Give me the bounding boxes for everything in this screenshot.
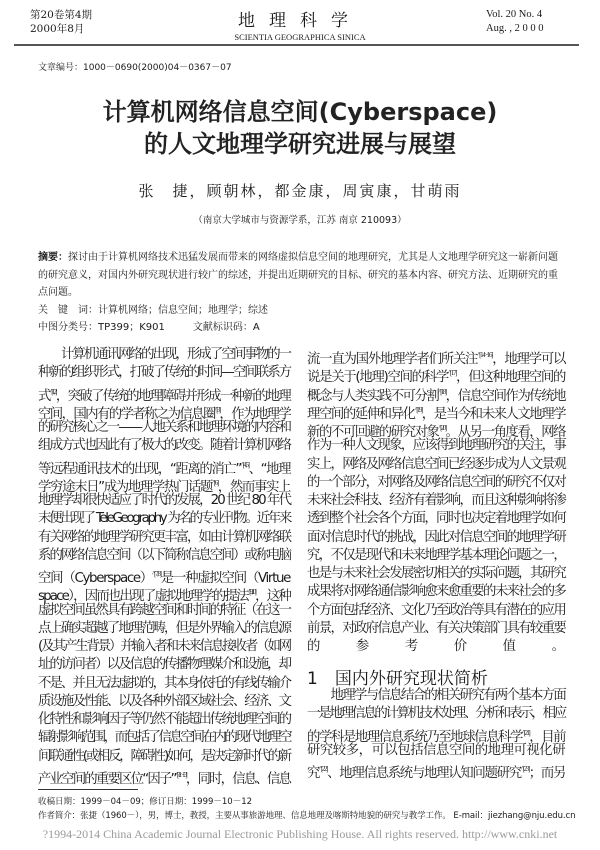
text-line	[307, 547, 565, 565]
doc-code-value: A	[252, 322, 260, 333]
text-segment: 理空间的延伸和异化	[307, 406, 415, 422]
journal-name-cn: 地理科学	[238, 11, 362, 31]
header-rule	[14, 44, 579, 46]
text-segment: 新的不可回避的研究对象	[307, 425, 439, 440]
text-segment: 址的访问者）以及信息的传播物理媒介和设施，却	[38, 657, 290, 673]
text-line	[38, 565, 290, 586]
text-segment: 虚拟空间虽然具有跨越空间和时间的特征（在这一	[38, 602, 290, 618]
text-segment: 空间，国内有的学者称之为信息圈	[38, 406, 215, 422]
issue-volume-en: Vol. 20 No. 4	[486, 9, 543, 20]
citation-ref: ^[6]	[212, 478, 218, 487]
text-line	[307, 565, 565, 583]
text-line	[307, 760, 565, 781]
text-segment: 是一种虚拟空间（Virtue	[160, 571, 290, 586]
footnote-rule	[38, 789, 138, 790]
abstract-text: 探讨由于计算机网络技术迅猛发展而带来的网络虚拟信息空间的地理研究，尤其是人文地理学研究这一崭新问题的研究意义，对国内外研究现状进行较广的综述，并提出近期研究的目标、研究的基本内容、研究方法、近期研究的重点问题。	[38, 252, 558, 298]
text-segment: 的学科是地理信息系统乃至地球信息科学	[307, 729, 522, 745]
text-line	[38, 711, 290, 729]
text-segment: ，然而事实上	[217, 479, 290, 495]
issue-info	[30, 8, 92, 36]
class-label: 中图分类号：	[38, 322, 98, 333]
text-segment: 究，不仅是现代和未来地理学基本理论问题之一，	[307, 547, 565, 563]
text-line	[38, 346, 290, 364]
text-segment: ，突破了传统的地理障碍并形成一种新的地理	[55, 388, 290, 404]
text-segment: 间联通性(或相反，障碍性)如何，是决定新时代的新	[38, 748, 290, 764]
citation-ref: ^[17]	[447, 369, 457, 378]
citation-ref: ^[22]	[319, 765, 328, 773]
class-value: TP399；K901	[98, 322, 165, 333]
text-line	[307, 419, 565, 440]
text-line	[307, 705, 565, 723]
abstract-block	[38, 249, 563, 337]
paper-title-line-1: 计算机网络信息空间(Cyberspace)	[102, 98, 498, 126]
text-segment: 种新的组织形式，打破了传统的时间—空间联系方	[38, 365, 290, 381]
text-line	[38, 729, 290, 747]
text-line	[38, 383, 290, 404]
text-segment: 未来社会科技、经济有着影响，而且这种影响将渗	[307, 493, 565, 508]
text-segment: 的研究核心之一——人地关系和地理环境的内容和	[38, 420, 290, 435]
text-segment: 空间（Cyberspace）	[38, 571, 153, 586]
text-segment: 计算机通讯网络的出现，形成了空间事物的一	[38, 347, 290, 362]
text-segment: 个方面包括经济、文化乃至政治等具有潜在的应用	[307, 602, 565, 618]
copyright-notice: ?1994-2014 China Academic Journal Electronic Publishing House. All rights reserved. http://www.cnki.net	[42, 827, 558, 841]
issue-volume: 第20卷第4期	[30, 9, 93, 21]
keywords-text: 计算机网络；信息空间；地理学；综述	[98, 304, 268, 316]
issue-info-en	[486, 8, 543, 36]
text-segment: 式	[38, 388, 50, 404]
issue-date-en: Aug. , 2 0 0 0	[486, 23, 544, 34]
text-line	[38, 401, 291, 422]
text-segment: ，作为地理学	[219, 406, 291, 422]
citation-ref: ^[7,8]	[152, 570, 161, 578]
text-line	[38, 437, 290, 455]
text-line	[38, 620, 290, 638]
text-line	[38, 675, 290, 693]
authors: 张 捷，顾朝林，都金康，周寅康，甘萌雨	[138, 182, 462, 200]
text-segment: 概念与人类实践不可分割	[307, 388, 439, 404]
section-heading: 1 国内外研究现状简析	[307, 669, 488, 689]
text-segment: 有关网络的地理学研究更丰富，如由计算机网络联	[38, 529, 290, 545]
journal-name-en: SCIENTIA GEOGRAPHICA SINICA	[234, 32, 366, 42]
text-segment: ，同时，信息、信息	[185, 771, 290, 787]
text-segment: 组成方式也因此有了极大的改变。随着计算机网络	[38, 438, 290, 454]
text-line	[307, 346, 566, 367]
text-line	[307, 401, 565, 422]
text-segment: ，地理学可以	[492, 352, 566, 367]
abstract	[38, 249, 563, 302]
keywords	[38, 302, 563, 320]
issue-date: 2000年8月	[30, 23, 85, 35]
footnote-received: 收稿日期：1999－04－09；修订日期：1999－10－12	[38, 797, 253, 807]
text-segment: 等远程通讯技术的出现，“距离的消亡”	[38, 461, 241, 477]
text-segment: 前景，对政府信息产业、有关决策部门具有较重要	[307, 620, 565, 636]
text-segment: 。从另一角度看，网络	[445, 425, 565, 440]
text-line	[38, 456, 291, 477]
text-segment: ；而另	[528, 766, 565, 781]
text-line	[38, 492, 290, 510]
text-line	[38, 693, 290, 711]
text-line	[307, 742, 565, 760]
text-segment: 说是关于(地理)空间的科学	[307, 370, 448, 386]
text-line	[307, 529, 565, 547]
text-segment: 一是地理信息的计算机技术处理、分析和表示，相应	[307, 706, 565, 722]
keywords-label: 关 键 词：	[38, 304, 98, 316]
text-segment: 点上确实超越了地理范畴，但是外界输入的信息源	[38, 620, 290, 636]
paper-title	[0, 96, 600, 160]
text-segment: 系的网络信息空间（以下简称信息空间）或称电脑	[38, 547, 290, 563]
text-line	[307, 383, 565, 404]
text-segment: 不是、并且无法虚拟的，其本身依托的有线传输介	[38, 675, 290, 691]
citation-ref: ^[4,5]	[240, 460, 249, 469]
text-segment: 也是与未来社会发展密切相关的实际问题，其研究	[307, 566, 565, 581]
text-line	[307, 492, 565, 510]
journal-name	[180, 6, 420, 42]
text-line	[307, 583, 565, 601]
text-segment: 、地理信息系统与地理认知问题研究	[327, 766, 521, 781]
text-segment: 化特性和影响因子等仍然不能超出传统地理空间的	[38, 712, 290, 727]
text-segment: 、“地理	[248, 461, 291, 477]
text-line	[307, 687, 565, 705]
footnote-author: 作者简介：张捷（1960－），男，博士，教授，主要从事旅游地理、信息地理及喀斯特地貌的研究与教学工作。 E-mail：jiezhang@nju.edu.cn	[38, 811, 576, 821]
classification	[38, 319, 563, 337]
text-segment: 实上，网络及网络信息空间已经逐步成为人文景观	[307, 456, 565, 472]
text-line	[307, 620, 565, 638]
text-segment: 研究较多，可以包括信息空间的地理可视化研	[307, 742, 565, 758]
text-segment: 质设施及性能、以及各种外部区域社会、经济、文	[38, 693, 290, 709]
text-segment: 透到整个社会各个方面，同时也决定着地理学如何	[307, 511, 565, 527]
text-line	[38, 364, 290, 382]
text-line	[38, 583, 290, 605]
citation-ref: ^[18]	[438, 387, 446, 396]
text-line	[307, 456, 565, 474]
doc-code-label: 文献标识码：	[192, 322, 253, 333]
text-line	[38, 766, 290, 787]
text-line	[38, 656, 290, 674]
citation-ref: ^[21]	[521, 728, 530, 737]
paper-title-line-2: 的人文地理学研究进展与展望	[144, 130, 456, 158]
citation-ref: ^[9,10]	[247, 588, 256, 597]
text-segment: 产业空间的重要区位“因子”	[38, 771, 176, 787]
text-segment: 地理学与信息结合的相关研究有两个基本方面	[307, 688, 565, 703]
abstract-label: 摘要：	[38, 252, 68, 263]
text-segment: space），因而也出现了虚拟地理学的提法	[38, 589, 248, 605]
text-segment: 的一个部分，对网络及网络信息空间的研究不仅对	[307, 474, 565, 490]
citation-ref: ^[11~13]	[175, 770, 186, 779]
text-segment: 末便出现了 TeleGeography 为名的专业刊物。近年来	[38, 511, 290, 527]
text-segment: 成果将对网络通信影响愈来愈重要的未来社会的多	[307, 584, 565, 600]
text-line	[38, 529, 290, 547]
text-segment: ，目前	[529, 729, 565, 745]
text-segment: ，是当今和未来人文地理学	[421, 406, 565, 422]
citation-ref: ^[1,2]	[49, 387, 56, 396]
text-segment: 究	[307, 766, 320, 781]
citation-ref: ^[23]	[520, 765, 529, 773]
citation-ref: ^[20]	[438, 424, 446, 432]
text-line	[38, 510, 290, 528]
citation-ref: ^[19]	[414, 405, 422, 414]
affiliation: （南京大学城市与资源学系，江苏 南京 210093）	[193, 215, 407, 226]
text-segment: 面对信息时代的挑战，因此对信息空间的地理学研	[307, 529, 565, 545]
text-line	[38, 419, 290, 437]
text-segment: ，信息空间作为传统地	[445, 388, 565, 404]
text-segment: (及其产生背景）并输入者和未来信息接收者（如网	[38, 639, 290, 654]
text-segment: ，但这种地理空间的	[456, 370, 566, 386]
text-segment: 辐射影响范围，而包括了信息空间在内的现代地理空	[38, 730, 290, 746]
text-line	[38, 638, 290, 656]
text-line	[307, 364, 566, 386]
text-segment: 作为一种人文现象，应该得到地理研究的关注，事	[307, 438, 565, 454]
text-line	[38, 474, 290, 495]
text-line	[38, 547, 290, 565]
citation-ref: ^[3]	[214, 405, 220, 414]
text-segment: 地理学却很快适应了时代的发展，20 世纪 80 年代	[38, 493, 290, 508]
article-number: 文章编号：1000－0690(2000)04－0367－07	[38, 63, 232, 73]
text-line	[307, 638, 565, 656]
text-line	[307, 602, 565, 620]
text-segment: 学穷途末日”成为地理学热门话题	[38, 479, 213, 495]
text-line	[307, 437, 565, 455]
text-line	[307, 724, 565, 745]
text-segment: 流一直为国外地理学者们所关注	[307, 352, 478, 367]
citation-ref: ^[14~16]	[477, 351, 493, 359]
text-segment: ，这种	[255, 589, 290, 605]
text-line	[38, 602, 290, 620]
text-line	[38, 748, 290, 766]
text-line	[307, 510, 565, 528]
text-line	[307, 474, 565, 492]
text-segment: 的参考价值。	[307, 639, 565, 654]
